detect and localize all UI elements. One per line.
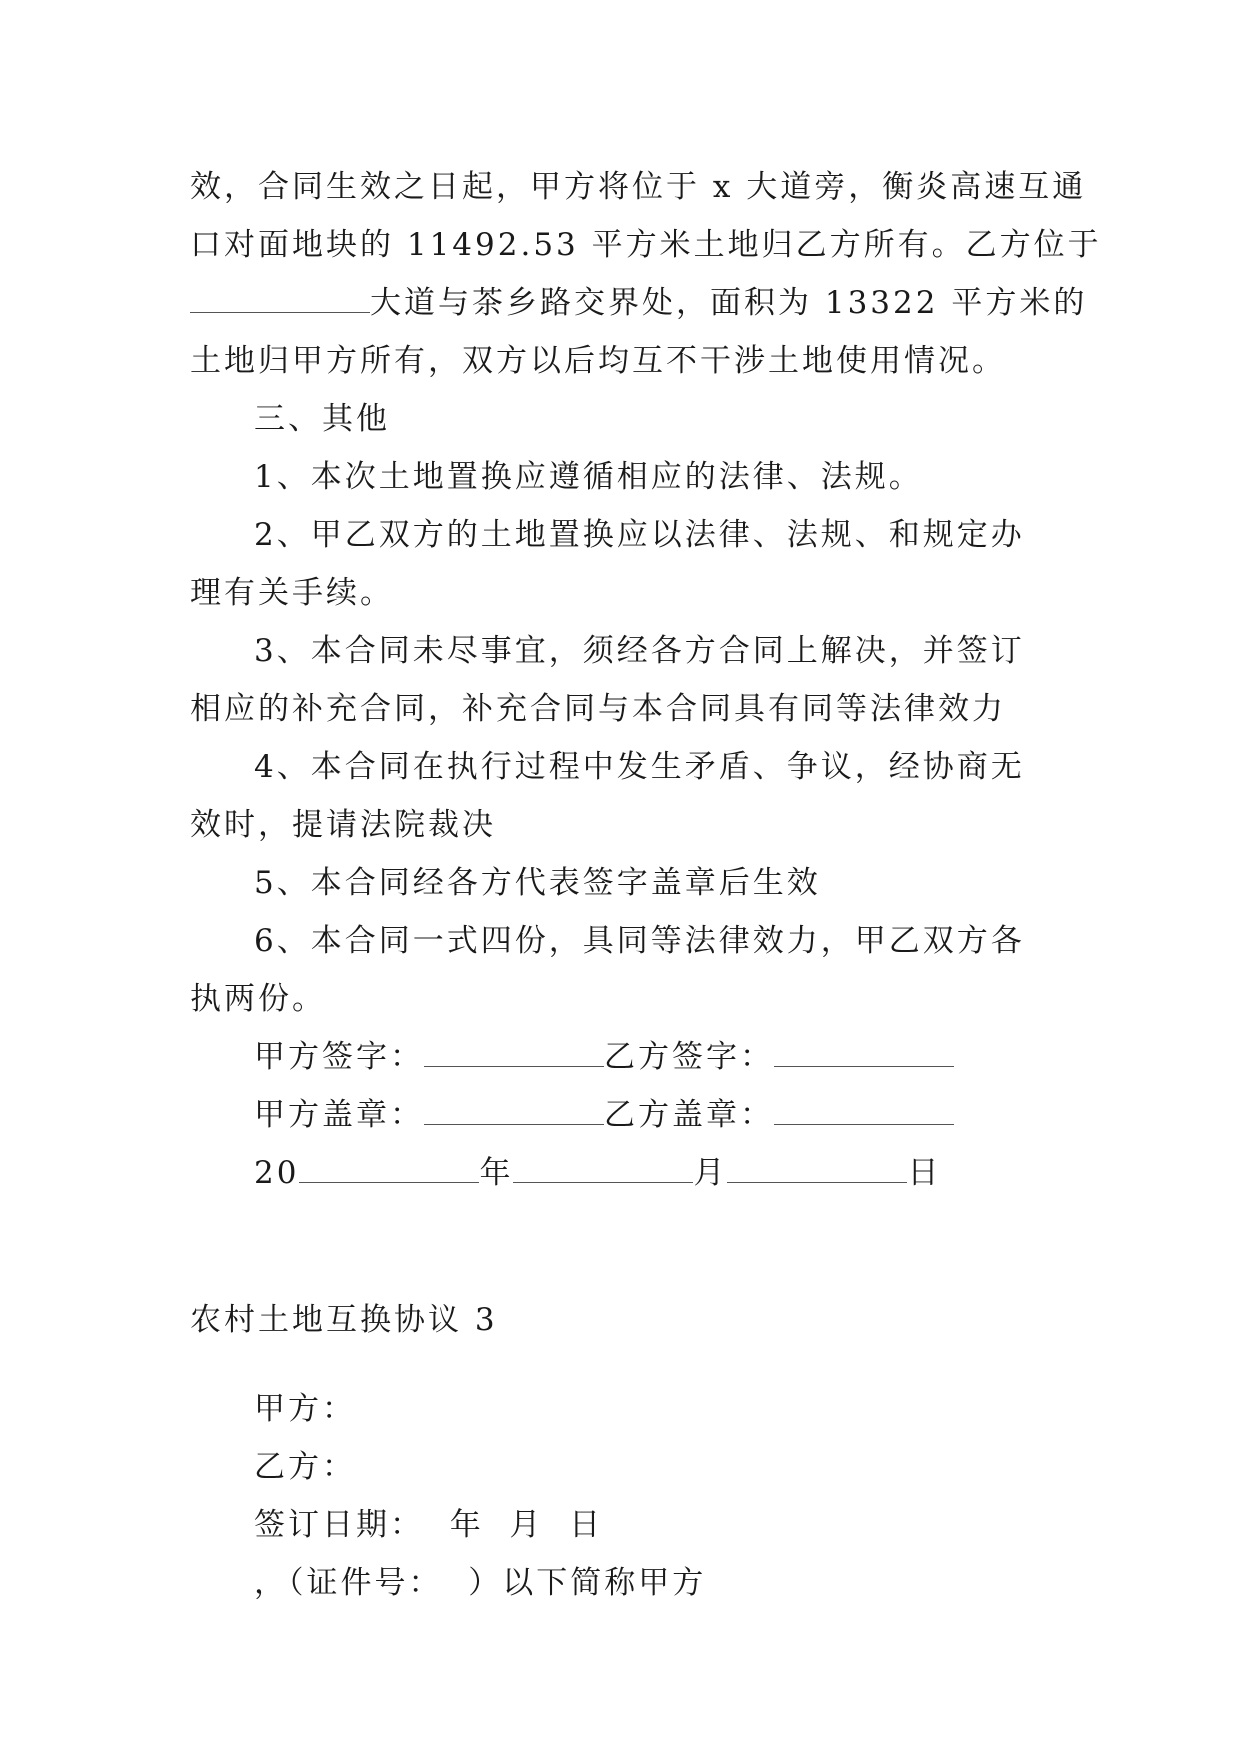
paragraph-line: 口对面地块的 11492.53 平方米土地归乙方所有。乙方位于 xyxy=(190,227,1102,263)
party-b-line: 乙方： xyxy=(254,1449,356,1485)
party-b-sign-field[interactable] xyxy=(774,1034,954,1067)
sign-date-line: 签订日期： 年 月 日 xyxy=(254,1507,604,1543)
party-a-line: 甲方： xyxy=(254,1391,356,1427)
signature-row xyxy=(190,1028,1050,1086)
year-label: 年 xyxy=(479,1155,514,1191)
id-number-line: ，（证件号： ）以下简称甲方 xyxy=(254,1565,707,1601)
fill-in-blank xyxy=(190,280,370,313)
day-label: 日 xyxy=(907,1155,942,1191)
paragraph-line: 土地归甲方所有，双方以后均互不干涉土地使用情况。 xyxy=(190,343,1006,379)
seal-row xyxy=(190,1086,1050,1144)
month-field[interactable] xyxy=(513,1150,693,1183)
spacer xyxy=(190,1202,1050,1260)
clause-item: 5、本合同经各方代表签字盖章后生效 xyxy=(254,865,821,901)
party-a-sign-label: 甲方签字： xyxy=(254,1039,424,1075)
clause-item: 1、本次土地置换应遵循相应的法律、法规。 xyxy=(254,459,923,495)
section-heading: 三、其他 xyxy=(254,401,390,437)
month-label: 月 xyxy=(693,1155,728,1191)
paragraph-text: 大道与茶乡路交界处，面积为 13322 平方米的 xyxy=(370,285,1088,321)
clause-item: 3、本合同未尽事宜，须经各方合同上解决，并签订相应的补充合同，补充合同与本合同具有同等法律效力 xyxy=(190,633,1025,727)
party-b-seal-label: 乙方盖章： xyxy=(604,1097,774,1133)
party-a-sign-field[interactable] xyxy=(424,1034,604,1067)
party-b-sign-label: 乙方签字： xyxy=(604,1039,774,1075)
date-prefix: 20 xyxy=(254,1155,300,1191)
clause-item: 4、本合同在执行过程中发生矛盾、争议，经协商无效时，提请法院裁决 xyxy=(190,749,1025,843)
paragraph-line: 效，合同生效之日起，甲方将位于 x 大道旁，衡炎高速互通 xyxy=(190,169,1087,205)
party-b-seal-field[interactable] xyxy=(774,1092,954,1125)
day-field[interactable] xyxy=(727,1150,907,1183)
party-a-seal-label: 甲方盖章： xyxy=(254,1097,424,1133)
year-field[interactable] xyxy=(299,1150,479,1183)
date-row xyxy=(190,1144,1050,1202)
paragraph-line xyxy=(190,274,1088,332)
agreement-title: 农村土地互换协议 3 xyxy=(190,1302,498,1338)
clause-item: 6、本合同一式四份，具同等法律效力，甲乙双方各执两份。 xyxy=(190,923,1025,1017)
party-a-seal-field[interactable] xyxy=(424,1092,604,1125)
document-body xyxy=(190,158,1102,1612)
clause-item: 2、甲乙双方的土地置换应以法律、法规、和规定办理有关手续。 xyxy=(190,517,1025,611)
